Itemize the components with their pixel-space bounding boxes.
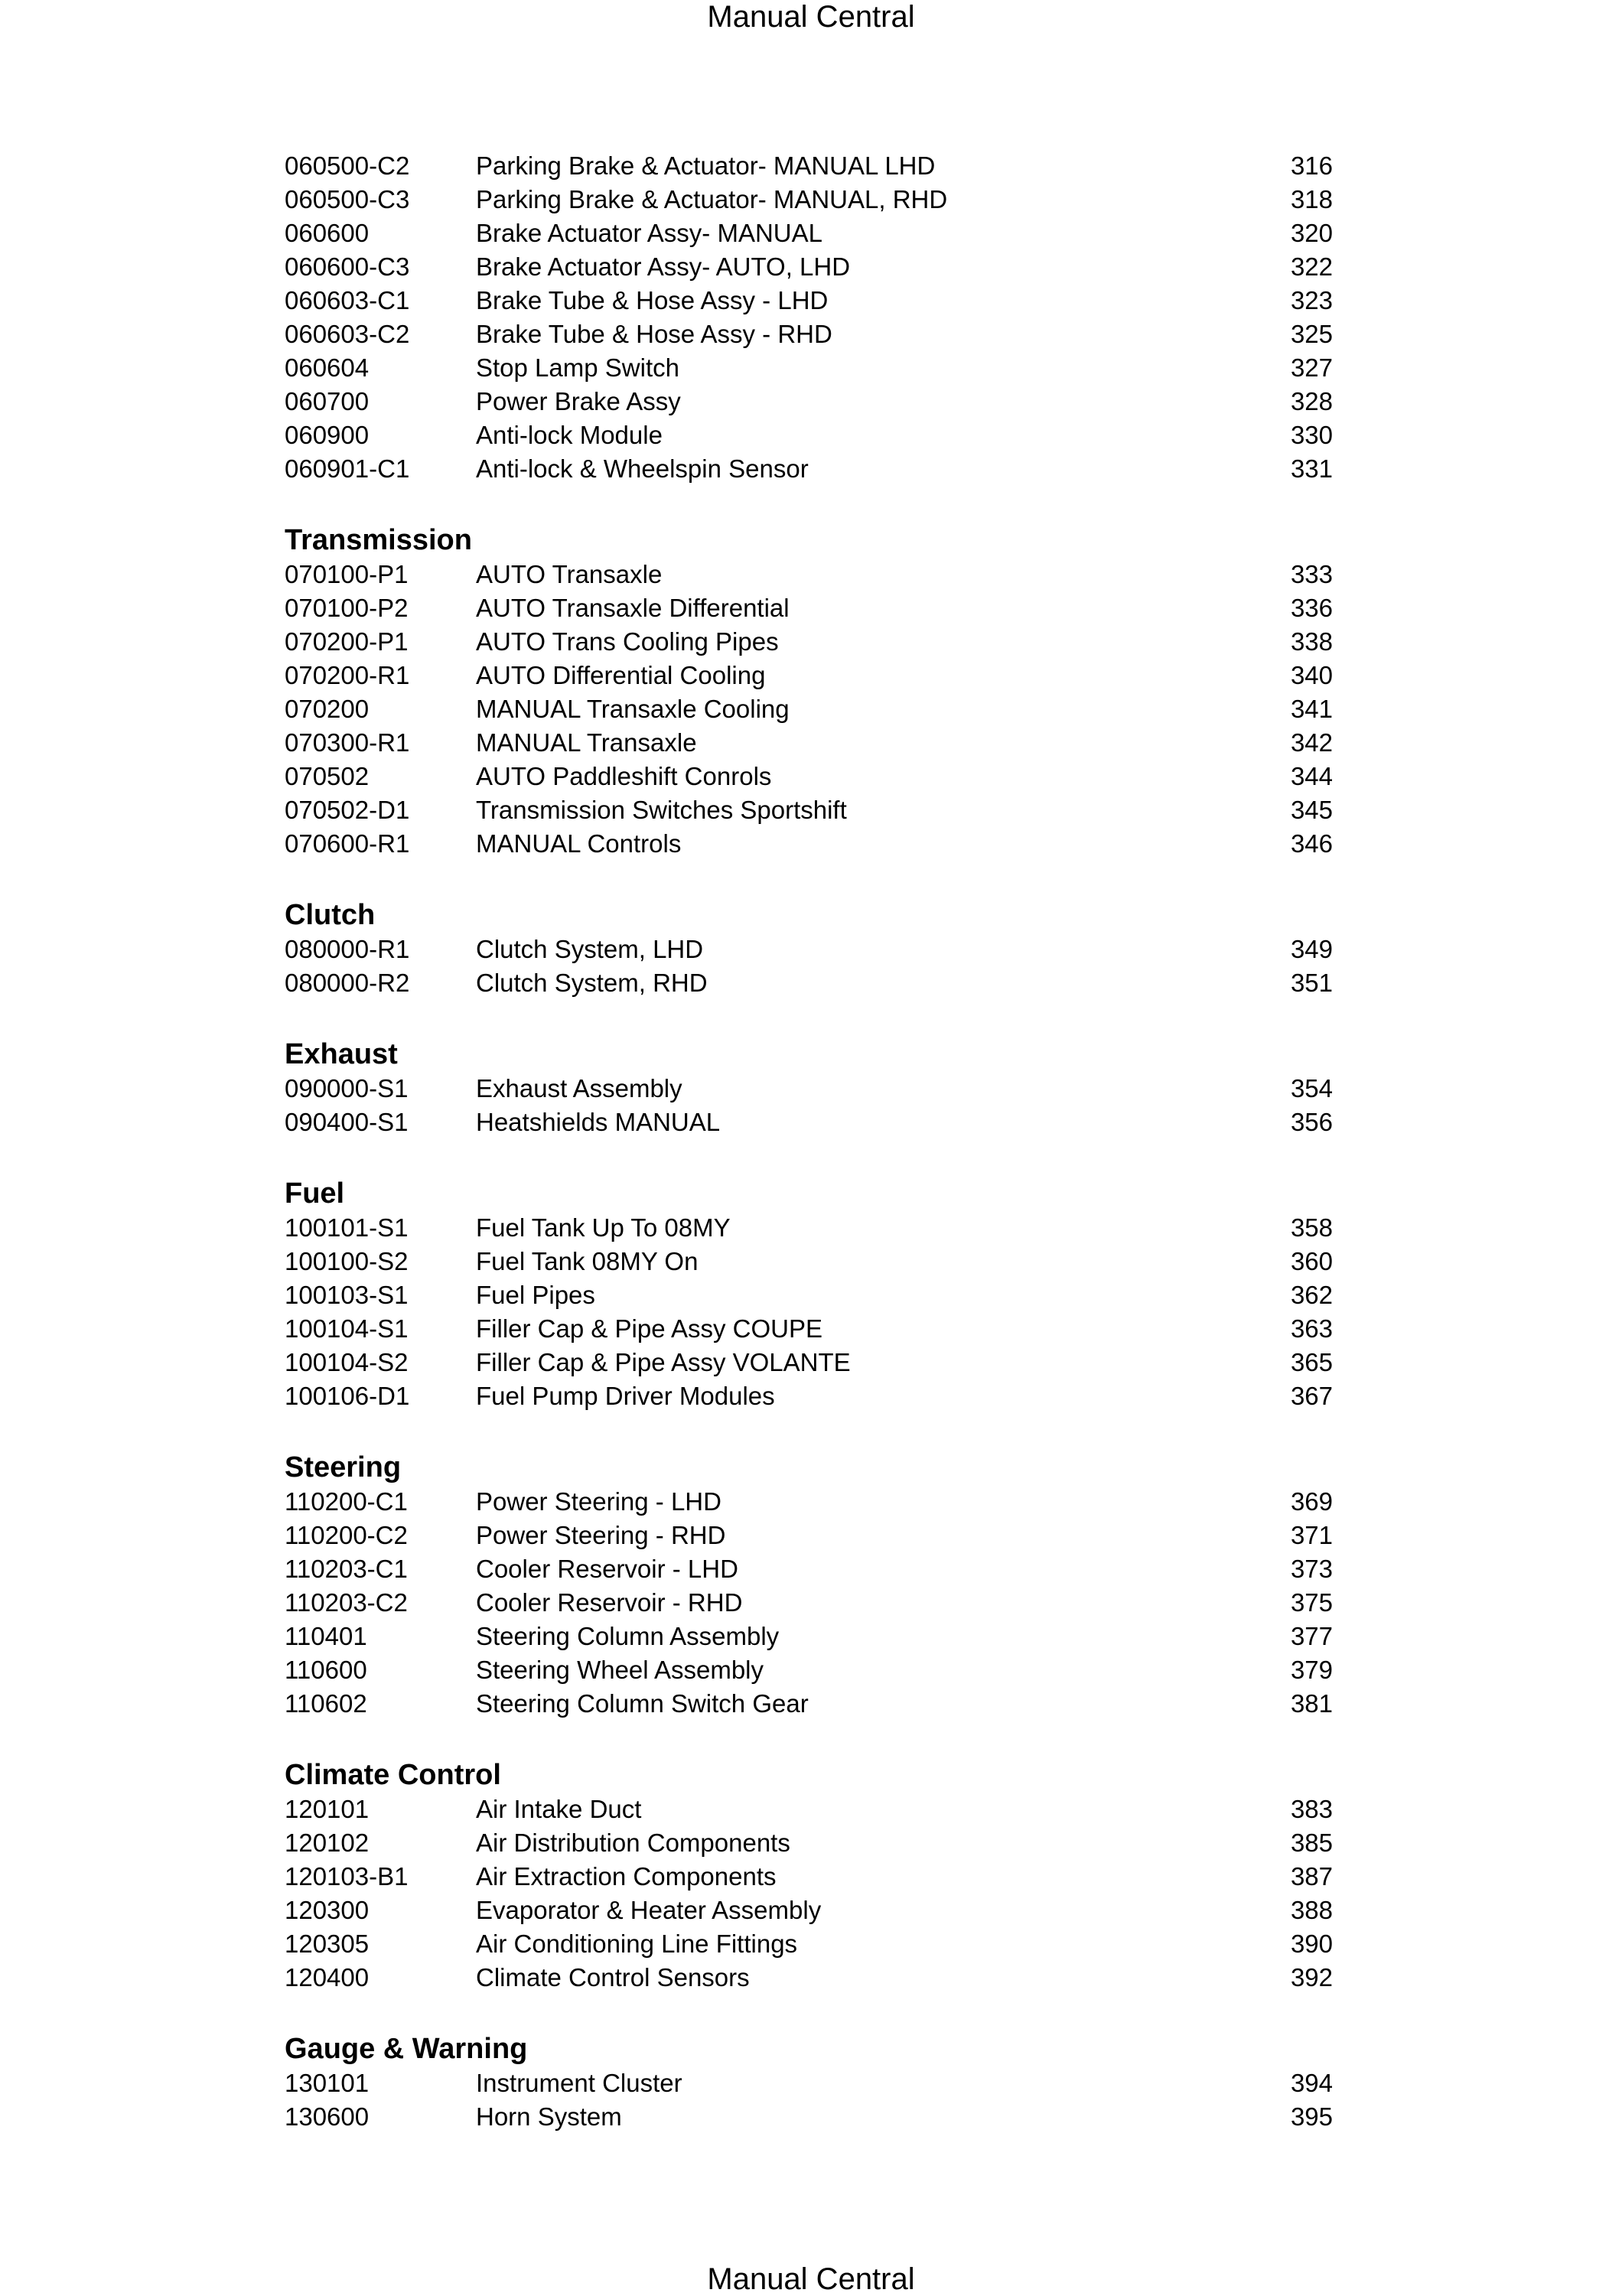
- entry-page-number: 336: [1290, 594, 1333, 622]
- toc-entry: [285, 1826, 1333, 1860]
- section-heading: Gauge & Warning: [285, 2033, 528, 2065]
- entry-code: 080000-R2: [285, 969, 410, 997]
- entry-title: Anti-lock & Wheelspin Sensor: [476, 454, 809, 483]
- entry-title: Power Steering - LHD: [476, 1487, 721, 1516]
- entry-title: Fuel Pump Driver Modules: [476, 1382, 775, 1410]
- section-heading: Transmission: [285, 524, 472, 556]
- toc-entry: [285, 1245, 1333, 1278]
- toc-entry: [285, 2066, 1333, 2100]
- entry-title: Steering Column Switch Gear: [476, 1689, 809, 1718]
- entry-title: AUTO Transaxle Differential: [476, 594, 790, 622]
- toc-entry: [285, 1519, 1333, 1552]
- entry-title: Power Steering - RHD: [476, 1521, 726, 1549]
- entry-code: 130101: [285, 2069, 370, 2097]
- entry-code: 120103-B1: [285, 1862, 409, 1891]
- entry-code: 070200-P1: [285, 627, 409, 656]
- entry-code: 060604: [285, 353, 370, 382]
- entry-title: Filler Cap & Pipe Assy COUPE: [476, 1314, 822, 1343]
- toc-entry: [285, 591, 1333, 625]
- entry-page-number: 354: [1290, 1074, 1333, 1102]
- entry-title: AUTO Transaxle: [476, 560, 663, 588]
- entry-title: AUTO Paddleshift Conrols: [476, 762, 772, 790]
- entry-page-number: 365: [1290, 1348, 1333, 1376]
- entry-page-number: 346: [1290, 829, 1333, 858]
- entry-title: Brake Tube & Hose Assy - RHD: [476, 320, 832, 348]
- entry-page-number: 318: [1290, 185, 1333, 213]
- entry-page-number: 362: [1290, 1281, 1333, 1309]
- entry-code: 110200-C2: [285, 1521, 408, 1549]
- entry-code: 110602: [285, 1689, 367, 1718]
- entry-code: 120102: [285, 1829, 370, 1857]
- entry-page-number: 371: [1290, 1521, 1333, 1549]
- toc-entry: [285, 149, 1333, 183]
- toc-entry: [285, 692, 1333, 726]
- entry-title: Brake Actuator Assy- AUTO, LHD: [476, 252, 851, 281]
- entry-title: Fuel Tank 08MY On: [476, 1247, 699, 1275]
- section-heading: Exhaust: [285, 1038, 398, 1070]
- entry-page-number: 388: [1290, 1896, 1333, 1924]
- entry-code: 060603-C1: [285, 286, 410, 314]
- entry-title: AUTO Differential Cooling: [476, 661, 766, 689]
- entry-title: AUTO Trans Cooling Pipes: [476, 627, 779, 656]
- toc-entry: [285, 659, 1333, 692]
- toc-entry: [285, 1552, 1333, 1586]
- entry-page-number: 322: [1290, 252, 1333, 281]
- toc-entry: [285, 1072, 1333, 1106]
- toc-entry: [285, 827, 1333, 861]
- page-footer: Manual Central: [707, 2262, 915, 2296]
- entry-title: MANUAL Transaxle: [476, 728, 697, 757]
- entry-code: 120305: [285, 1930, 370, 1958]
- entry-code: 100103-S1: [285, 1281, 409, 1309]
- entry-code: 100104-S2: [285, 1348, 409, 1376]
- entry-code: 110401: [285, 1622, 367, 1650]
- entry-title: Brake Actuator Assy- MANUAL: [476, 219, 822, 247]
- entry-code: 060901-C1: [285, 454, 410, 483]
- entry-page-number: 327: [1290, 353, 1333, 382]
- toc-entry: [285, 1860, 1333, 1894]
- toc-entry: [285, 250, 1333, 284]
- toc-entry: [285, 1620, 1333, 1653]
- entry-page-number: 340: [1290, 661, 1333, 689]
- entry-title: Evaporator & Heater Assembly: [476, 1896, 822, 1924]
- toc-entry: [285, 183, 1333, 217]
- entry-title: Brake Tube & Hose Assy - LHD: [476, 286, 829, 314]
- entry-title: Horn System: [476, 2102, 622, 2131]
- toc-entry: [285, 1106, 1333, 1139]
- toc-entry: [285, 284, 1333, 318]
- toc-entry: [285, 1793, 1333, 1826]
- entry-code: 060603-C2: [285, 320, 410, 348]
- entry-title: Air Extraction Components: [476, 1862, 777, 1891]
- toc-entry: [285, 760, 1333, 793]
- entry-page-number: 385: [1290, 1829, 1333, 1857]
- entry-title: Filler Cap & Pipe Assy VOLANTE: [476, 1348, 851, 1376]
- toc-entry: [285, 1278, 1333, 1312]
- toc-entry: [285, 318, 1333, 351]
- toc-entry: [285, 1927, 1333, 1961]
- entry-page-number: 344: [1290, 762, 1333, 790]
- entry-code: 070300-R1: [285, 728, 410, 757]
- entry-page-number: 360: [1290, 1247, 1333, 1275]
- entry-title: Cooler Reservoir - RHD: [476, 1588, 743, 1617]
- entry-code: 060500-C3: [285, 185, 410, 213]
- entry-code: 120101: [285, 1795, 370, 1823]
- entry-title: Fuel Pipes: [476, 1281, 595, 1309]
- entry-code: 090000-S1: [285, 1074, 409, 1102]
- toc-entry: [285, 1346, 1333, 1379]
- section-heading: Climate Control: [285, 1759, 501, 1791]
- toc-section: [285, 519, 1333, 861]
- toc-entry: [285, 1894, 1333, 1927]
- entry-code: 070100-P2: [285, 594, 409, 622]
- entry-page-number: 356: [1290, 1108, 1333, 1136]
- entry-code: 120300: [285, 1896, 370, 1924]
- toc-entry: [285, 726, 1333, 760]
- toc-entry: [285, 933, 1333, 966]
- entry-title: Air Distribution Components: [476, 1829, 790, 1857]
- toc-entry: [285, 1961, 1333, 1995]
- entry-page-number: 387: [1290, 1862, 1333, 1891]
- entry-title: Instrument Cluster: [476, 2069, 682, 2097]
- entry-title: Air Conditioning Line Fittings: [476, 1930, 798, 1958]
- entry-page-number: 367: [1290, 1382, 1333, 1410]
- entry-code: 060500-C2: [285, 151, 410, 180]
- entry-page-number: 320: [1290, 219, 1333, 247]
- entry-title: Clutch System, LHD: [476, 935, 704, 963]
- entry-page-number: 390: [1290, 1930, 1333, 1958]
- entry-page-number: 330: [1290, 421, 1333, 449]
- section-heading: Fuel: [285, 1177, 345, 1210]
- entry-page-number: 395: [1290, 2102, 1333, 2131]
- section-heading: Steering: [285, 1451, 402, 1483]
- page-header: Manual Central: [707, 0, 915, 34]
- entry-page-number: 358: [1290, 1213, 1333, 1242]
- entry-page-number: 377: [1290, 1622, 1333, 1650]
- toc-section: [285, 894, 1333, 1000]
- entry-code: 080000-R1: [285, 935, 410, 963]
- entry-title: Clutch System, RHD: [476, 969, 708, 997]
- entry-title: Climate Control Sensors: [476, 1963, 750, 1991]
- entry-code: 110200-C1: [285, 1487, 408, 1516]
- entry-page-number: 363: [1290, 1314, 1333, 1343]
- entry-title: Transmission Switches Sportshift: [476, 796, 847, 824]
- toc-entry: [285, 217, 1333, 250]
- entry-page-number: 375: [1290, 1588, 1333, 1617]
- table-of-contents: [285, 149, 1333, 2134]
- toc-section: [285, 1173, 1333, 1413]
- entry-code: 060600: [285, 219, 370, 247]
- entry-title: Power Brake Assy: [476, 387, 681, 415]
- entry-code: 070200: [285, 695, 370, 723]
- toc-entry: [285, 385, 1333, 418]
- toc-section: [285, 1034, 1333, 1139]
- entry-page-number: 316: [1290, 151, 1333, 180]
- entry-page-number: 341: [1290, 695, 1333, 723]
- toc-entry: [285, 793, 1333, 827]
- toc-entry: [285, 452, 1333, 486]
- entry-title: Heatshields MANUAL: [476, 1108, 721, 1136]
- entry-code: 110203-C2: [285, 1588, 408, 1617]
- entry-code: 100104-S1: [285, 1314, 409, 1343]
- toc-section: [285, 2028, 1333, 2134]
- entry-title: Stop Lamp Switch: [476, 353, 679, 382]
- entry-code: 100106-D1: [285, 1382, 410, 1410]
- toc-entry: [285, 1211, 1333, 1245]
- entry-page-number: 351: [1290, 969, 1333, 997]
- entry-code: 070502: [285, 762, 370, 790]
- entry-page-number: 338: [1290, 627, 1333, 656]
- entry-code: 070600-R1: [285, 829, 410, 858]
- toc-section: [285, 1447, 1333, 1721]
- entry-title: Parking Brake & Actuator- MANUAL, RHD: [476, 185, 948, 213]
- entry-page-number: 349: [1290, 935, 1333, 963]
- entry-code: 110203-C1: [285, 1555, 408, 1583]
- toc-entry: [285, 625, 1333, 659]
- entry-page-number: 392: [1290, 1963, 1333, 1991]
- entry-title: MANUAL Transaxle Cooling: [476, 695, 790, 723]
- toc-entry: [285, 1485, 1333, 1519]
- entry-code: 100100-S2: [285, 1247, 409, 1275]
- toc-entry: [285, 418, 1333, 452]
- toc-section: [285, 1754, 1333, 1995]
- entry-page-number: 379: [1290, 1656, 1333, 1684]
- entry-page-number: 333: [1290, 560, 1333, 588]
- entry-title: Anti-lock Module: [476, 421, 663, 449]
- entry-page-number: 328: [1290, 387, 1333, 415]
- entry-title: Exhaust Assembly: [476, 1074, 682, 1102]
- entry-page-number: 369: [1290, 1487, 1333, 1516]
- entry-code: 120400: [285, 1963, 370, 1991]
- entry-page-number: 381: [1290, 1689, 1333, 1718]
- toc-section: [285, 149, 1333, 486]
- toc-entry: [285, 1687, 1333, 1721]
- entry-page-number: 325: [1290, 320, 1333, 348]
- entry-code: 130600: [285, 2102, 370, 2131]
- entry-page-number: 373: [1290, 1555, 1333, 1583]
- toc-entry: [285, 558, 1333, 591]
- entry-code: 060600-C3: [285, 252, 410, 281]
- entry-title: Cooler Reservoir - LHD: [476, 1555, 738, 1583]
- entry-code: 110600: [285, 1656, 367, 1684]
- entry-page-number: 331: [1290, 454, 1333, 483]
- entry-title: Air Intake Duct: [476, 1795, 642, 1823]
- toc-entry: [285, 966, 1333, 1000]
- entry-page-number: 383: [1290, 1795, 1333, 1823]
- entry-page-number: 394: [1290, 2069, 1333, 2097]
- entry-page-number: 342: [1290, 728, 1333, 757]
- entry-code: 070200-R1: [285, 661, 410, 689]
- entry-title: Fuel Tank Up To 08MY: [476, 1213, 731, 1242]
- toc-entry: [285, 1586, 1333, 1620]
- section-heading: Clutch: [285, 899, 376, 931]
- toc-entry: [285, 1312, 1333, 1346]
- entry-code: 100101-S1: [285, 1213, 409, 1242]
- entry-code: 060700: [285, 387, 370, 415]
- entry-title: Parking Brake & Actuator- MANUAL LHD: [476, 151, 936, 180]
- toc-entry: [285, 1379, 1333, 1413]
- toc-entry: [285, 2100, 1333, 2134]
- entry-code: 070502-D1: [285, 796, 410, 824]
- entry-title: Steering Column Assembly: [476, 1622, 780, 1650]
- entry-code: 090400-S1: [285, 1108, 409, 1136]
- entry-page-number: 323: [1290, 286, 1333, 314]
- entry-code: 060900: [285, 421, 370, 449]
- toc-entry: [285, 351, 1333, 385]
- entry-title: Steering Wheel Assembly: [476, 1656, 764, 1684]
- entry-page-number: 345: [1290, 796, 1333, 824]
- entry-code: 070100-P1: [285, 560, 409, 588]
- toc-entry: [285, 1653, 1333, 1687]
- entry-title: MANUAL Controls: [476, 829, 682, 858]
